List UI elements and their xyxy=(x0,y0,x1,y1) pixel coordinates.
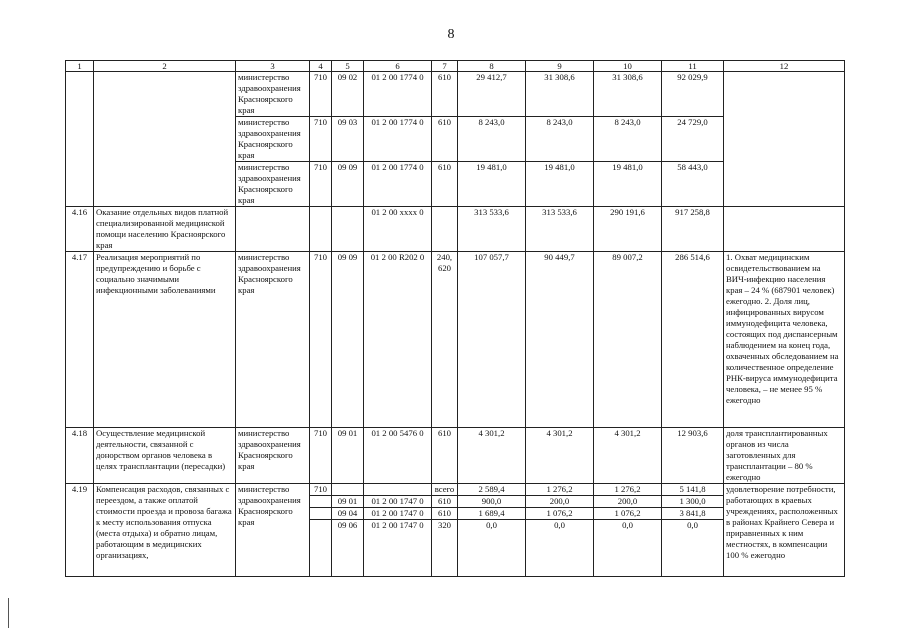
csr-cell: 01 2 00 1774 0 xyxy=(364,117,432,162)
value-cell: 19 481,0 xyxy=(526,162,594,207)
page-number: 8 xyxy=(447,27,455,42)
value-cell: 4 301,2 xyxy=(526,428,594,484)
grbs-cell: 710 xyxy=(310,72,332,117)
grbs-cell xyxy=(310,496,332,508)
vr-cell: 610 xyxy=(432,162,458,207)
scan-edge-mark xyxy=(8,598,9,628)
value-cell: 900,0 xyxy=(458,496,526,508)
grbs-cell xyxy=(310,207,332,252)
org-cell: министерство здравоохранения Красноярского края xyxy=(236,252,310,428)
num-cell xyxy=(66,72,94,207)
num-cell: 4.19 xyxy=(66,484,94,577)
name-cell: Реализация мероприятий по предупреждению и борьбе с социально значимыми инфекционными заболеваниями xyxy=(94,252,236,428)
value-cell: 19 481,0 xyxy=(594,162,662,207)
name-cell: Осуществление медицинской деятельности, связанной с донорством органов человека в целях трансплантации (пересадки) xyxy=(94,428,236,484)
value-cell: 1 276,2 xyxy=(594,484,662,496)
table-row xyxy=(66,252,845,428)
header-row xyxy=(66,61,845,72)
value-cell: 290 191,6 xyxy=(594,207,662,252)
value-cell: 1 276,2 xyxy=(526,484,594,496)
org-cell xyxy=(236,207,310,252)
value-cell: 8 243,0 xyxy=(458,117,526,162)
csr-cell: 01 2 00 R202 0 xyxy=(364,252,432,428)
value-cell: 0,0 xyxy=(458,520,526,577)
name-cell xyxy=(94,72,236,207)
result-cell xyxy=(724,207,845,252)
csr-cell xyxy=(364,484,432,496)
csr-cell: 01 2 00 1774 0 xyxy=(364,162,432,207)
value-cell: 90 449,7 xyxy=(526,252,594,428)
budget-table xyxy=(65,60,845,577)
col-header: 6 xyxy=(364,61,432,72)
table-row xyxy=(66,72,845,117)
org-cell: министерство здравоохранения Красноярского края xyxy=(236,117,310,162)
rzpr-cell: 09 04 xyxy=(332,508,364,520)
value-cell: 1 689,4 xyxy=(458,508,526,520)
grbs-cell: 710 xyxy=(310,252,332,428)
name-cell: Оказание отдельных видов платной специализированной медицинской помощи населению Красноярского края xyxy=(94,207,236,252)
value-cell: 31 308,6 xyxy=(526,72,594,117)
total-cell: 58 443,0 xyxy=(662,162,724,207)
grbs-cell xyxy=(310,520,332,577)
org-cell: министерство здравоохранения Красноярского края xyxy=(236,72,310,117)
col-header: 3 xyxy=(236,61,310,72)
value-cell: 0,0 xyxy=(594,520,662,577)
value-cell: 200,0 xyxy=(594,496,662,508)
result-cell: удовлетворение потребности, работающих в краевых учреждениях, расположенных в районах Крайнего Севера и приравненных к ним местностях, в компенсации 100 % ежегодно xyxy=(724,484,845,577)
vr-cell: 610 xyxy=(432,117,458,162)
value-cell: 313 533,6 xyxy=(526,207,594,252)
value-cell: 313 533,6 xyxy=(458,207,526,252)
col-header: 11 xyxy=(662,61,724,72)
table-row xyxy=(66,428,845,484)
total-cell: 0,0 xyxy=(662,520,724,577)
csr-cell: 01 2 00 1747 0 xyxy=(364,508,432,520)
col-header: 10 xyxy=(594,61,662,72)
vr-cell: 320 xyxy=(432,520,458,577)
table-row xyxy=(66,207,845,252)
rzpr-cell: 09 01 xyxy=(332,428,364,484)
value-cell: 8 243,0 xyxy=(526,117,594,162)
total-cell: 5 141,8 xyxy=(662,484,724,496)
grbs-cell xyxy=(310,508,332,520)
value-cell: 2 589,4 xyxy=(458,484,526,496)
vr-cell xyxy=(432,207,458,252)
rzpr-cell xyxy=(332,484,364,496)
vr-cell: 610 xyxy=(432,496,458,508)
value-cell: 8 243,0 xyxy=(594,117,662,162)
grbs-cell: 710 xyxy=(310,484,332,496)
total-cell: 286 514,6 xyxy=(662,252,724,428)
org-cell: министерство здравоохранения Красноярского края xyxy=(236,484,310,577)
value-cell: 1 076,2 xyxy=(594,508,662,520)
num-cell: 4.18 xyxy=(66,428,94,484)
value-cell: 31 308,6 xyxy=(594,72,662,117)
value-cell: 4 301,2 xyxy=(594,428,662,484)
grbs-cell: 710 xyxy=(310,117,332,162)
total-cell: 917 258,8 xyxy=(662,207,724,252)
rzpr-cell: 09 01 xyxy=(332,496,364,508)
csr-cell: 01 2 00 хххх 0 xyxy=(364,207,432,252)
col-header: 7 xyxy=(432,61,458,72)
rzpr-cell: 09 09 xyxy=(332,162,364,207)
rzpr-cell: 09 09 xyxy=(332,252,364,428)
value-cell: 200,0 xyxy=(526,496,594,508)
col-header: 1 xyxy=(66,61,94,72)
rzpr-cell: 09 02 xyxy=(332,72,364,117)
vr-cell: 610 xyxy=(432,508,458,520)
org-cell: министерство здравоохранения Красноярского края xyxy=(236,162,310,207)
vr-cell: всего xyxy=(432,484,458,496)
total-cell: 92 029,9 xyxy=(662,72,724,117)
value-cell: 89 007,2 xyxy=(594,252,662,428)
csr-cell: 01 2 00 1747 0 xyxy=(364,520,432,577)
value-cell: 0,0 xyxy=(526,520,594,577)
num-cell: 4.17 xyxy=(66,252,94,428)
num-cell: 4.16 xyxy=(66,207,94,252)
total-cell: 3 841,8 xyxy=(662,508,724,520)
total-cell: 24 729,0 xyxy=(662,117,724,162)
rzpr-cell: 09 06 xyxy=(332,520,364,577)
value-cell: 1 076,2 xyxy=(526,508,594,520)
value-cell: 29 412,7 xyxy=(458,72,526,117)
col-header: 2 xyxy=(94,61,236,72)
name-cell: Компенсация расходов, связанных с переездом, а также оплатой стоимости проезда и провоза багажа к месту использования отпуска (места отдыха) и обратно лицам, работающим в медицинских организациях, xyxy=(94,484,236,577)
col-header: 9 xyxy=(526,61,594,72)
csr-cell: 01 2 00 1774 0 xyxy=(364,72,432,117)
value-cell: 107 057,7 xyxy=(458,252,526,428)
result-cell xyxy=(724,72,845,207)
col-header: 4 xyxy=(310,61,332,72)
total-cell: 1 300,0 xyxy=(662,496,724,508)
csr-cell: 01 2 00 1747 0 xyxy=(364,496,432,508)
col-header: 12 xyxy=(724,61,845,72)
grbs-cell: 710 xyxy=(310,162,332,207)
col-header: 8 xyxy=(458,61,526,72)
grbs-cell: 710 xyxy=(310,428,332,484)
col-header: 5 xyxy=(332,61,364,72)
value-cell: 4 301,2 xyxy=(458,428,526,484)
vr-cell: 610 xyxy=(432,72,458,117)
total-cell: 12 903,6 xyxy=(662,428,724,484)
table-row xyxy=(66,484,845,496)
value-cell: 19 481,0 xyxy=(458,162,526,207)
org-cell: министерство здравоохранения Красноярского края xyxy=(236,428,310,484)
vr-cell: 240, 620 xyxy=(432,252,458,428)
result-cell: 1. Охват медицинским освидетельствованием на ВИЧ-инфекцию населения края – 24 % (687901 человек) ежегодно. 2. Доля лиц, инфицированных вирусом иммунодефицита человека, состоящих под диспансерным наблюдением на конец года, охваченных обследованием на количественное определение РНК-вируса иммунодефицита человека, – не менее 95 % ежегодно xyxy=(724,252,845,428)
rzpr-cell: 09 03 xyxy=(332,117,364,162)
vr-cell: 610 xyxy=(432,428,458,484)
result-cell: доля трансплантированных органов из числа заготовленных для трансплантации – 80 % ежегодно xyxy=(724,428,845,484)
csr-cell: 01 2 00 5476 0 xyxy=(364,428,432,484)
rzpr-cell xyxy=(332,207,364,252)
